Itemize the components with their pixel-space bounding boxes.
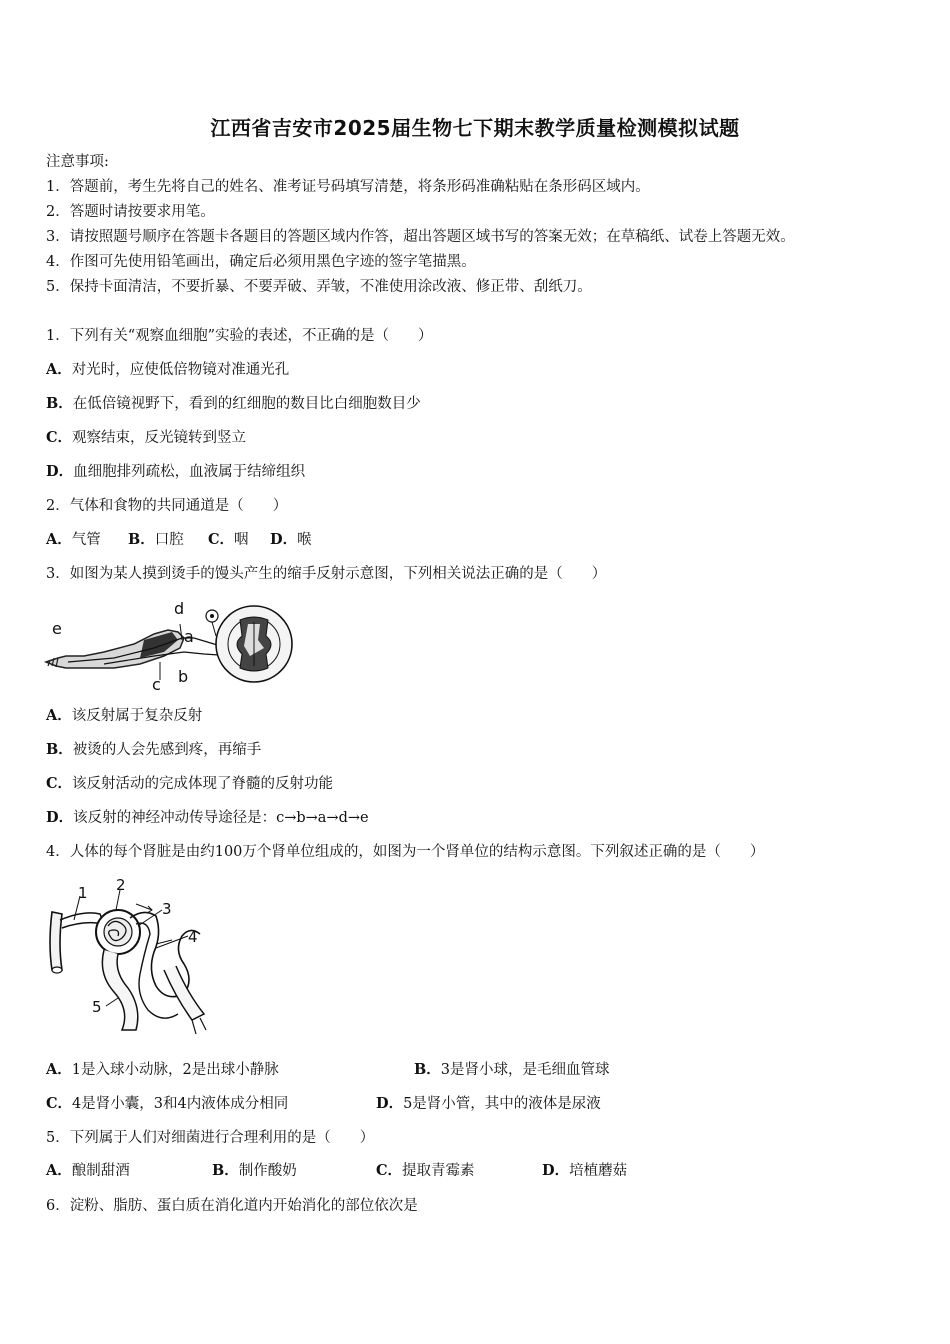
figure-label-d: d — [174, 599, 185, 618]
q5-option-b — [212, 1161, 297, 1181]
question-1-stem: 1．下列有关“观察血细胞”实验的表述，不正确的是（ ） — [46, 328, 433, 344]
page-title: 江西省吉安市2025届生物七下期末教学质量检测模拟试题 — [210, 116, 740, 140]
q5-option-c — [376, 1161, 475, 1181]
option-letter: B． — [46, 395, 73, 412]
option-letter: A． — [46, 531, 72, 548]
option-text: 血细胞排列疏松，血液属于结缔组织 — [73, 464, 306, 480]
option-letter: D． — [376, 1095, 404, 1112]
option-letter: A． — [46, 1061, 72, 1078]
option-text: 被烫的人会先感到疼，再缩手 — [72, 742, 262, 758]
option-text: 1是入球小动脉，2是出球小静脉 — [71, 1062, 279, 1078]
q1-option-c — [46, 428, 246, 448]
q5-option-d — [542, 1161, 627, 1181]
question-5-stem: 5．下列属于人们对细菌进行合理利用的是（ ） — [46, 1130, 375, 1146]
option-text: 提取青霉素 — [402, 1163, 475, 1179]
q1-option-a — [46, 360, 289, 380]
figure-label-b: b — [178, 667, 189, 686]
option-letter: B． — [46, 741, 73, 758]
option-text: 该反射属于复杂反射 — [71, 708, 203, 724]
option-text: 制作酸奶 — [238, 1163, 297, 1179]
q2-option-d — [270, 530, 312, 550]
option-letter: D． — [46, 463, 74, 480]
figure-label-2: 2 — [116, 876, 126, 894]
q2-option-a — [46, 530, 101, 550]
notice-item: 1．答题前，考生先将自己的姓名、准考证号码填写清楚，将条形码准确粘贴在条形码区域内。 — [46, 179, 650, 195]
option-text: 咽 — [234, 532, 249, 548]
q4-options-row-1 — [46, 1060, 906, 1080]
question-6-stem: 6．淀粉、脂肪、蛋白质在消化道内开始消化的部位依次是 — [46, 1198, 418, 1214]
notice-item: 4．作图可先使用铅笔画出，确定后必须用黑色字迹的签字笔描黑。 — [46, 254, 476, 270]
option-text: 该反射活动的完成体现了脊髓的反射功能 — [72, 776, 334, 792]
figure-label-e: e — [52, 619, 62, 638]
figure-label-4: 4 — [188, 928, 198, 946]
reflex-arc-figure — [44, 596, 296, 694]
nephron-figure — [44, 874, 214, 1040]
option-text: 该反射的神经冲动传导途径是：c→b→a→d→e — [73, 810, 369, 826]
q4-option-a — [46, 1060, 279, 1080]
option-letter: B． — [414, 1061, 441, 1078]
q2-option-c — [208, 530, 249, 550]
figure-label-a: a — [184, 627, 194, 646]
notice-item: 2．答题时请按要求用笔。 — [46, 204, 215, 220]
notice-item: 5．保持卡面清洁，不要折暴、不要弄破、弄皱，不准使用涂改液、修正带、刮纸刀。 — [46, 279, 592, 295]
option-letter: A． — [46, 1162, 72, 1179]
option-text: 培植蘑菇 — [569, 1163, 628, 1179]
option-text: 对光时，应使低倍物镜对准通光孔 — [71, 362, 290, 378]
q4-options-row-2 — [46, 1094, 906, 1114]
q1-option-d — [46, 462, 305, 482]
q5-option-a — [46, 1161, 130, 1181]
question-3-stem: 3．如图为某人摸到烫手的馒头产生的缩手反射示意图，下列相关说法正确的是（ ） — [46, 566, 607, 582]
option-text: 气管 — [71, 532, 101, 548]
option-text: 5是肾小管，其中的液体是尿液 — [403, 1096, 601, 1112]
option-text: 4是肾小囊，3和4内液体成分相同 — [72, 1096, 289, 1112]
option-text: 酿制甜酒 — [71, 1163, 130, 1179]
figure-label-3: 3 — [162, 900, 172, 918]
figure-label-1: 1 — [78, 884, 88, 902]
q2-options-row — [46, 530, 446, 550]
q3-option-c — [46, 774, 333, 794]
option-letter: A． — [46, 361, 72, 378]
option-text: 在低倍镜视野下，看到的红细胞的数目比白细胞数目少 — [72, 396, 421, 412]
option-text: 口腔 — [154, 532, 184, 548]
option-letter: D． — [46, 809, 74, 826]
option-letter: B． — [128, 531, 155, 548]
option-letter: C． — [46, 1095, 73, 1112]
q3-option-b — [46, 740, 261, 760]
option-letter: C． — [208, 531, 235, 548]
q3-option-d — [46, 808, 369, 828]
q3-option-a — [46, 706, 202, 726]
figure-label-c: c — [152, 675, 161, 694]
option-letter: D． — [270, 531, 298, 548]
option-letter: C． — [376, 1162, 403, 1179]
q4-option-c — [46, 1094, 288, 1114]
q5-options-row — [46, 1161, 906, 1181]
q2-option-b — [128, 530, 184, 550]
notice-heading: 注意事项: — [46, 154, 109, 170]
option-text: 喉 — [297, 532, 312, 548]
q4-option-d — [376, 1094, 601, 1114]
option-letter: C． — [46, 429, 73, 446]
option-letter: D． — [542, 1162, 570, 1179]
option-text: 观察结束，反光镜转到竖立 — [72, 430, 247, 446]
option-letter: A． — [46, 707, 72, 724]
q1-option-b — [46, 394, 421, 414]
option-letter: C． — [46, 775, 73, 792]
figure-label-5: 5 — [92, 998, 102, 1016]
option-letter: B． — [212, 1162, 239, 1179]
question-2-stem: 2．气体和食物的共同通道是（ ） — [46, 498, 288, 514]
question-4-stem: 4．人体的每个肾脏是由约100万个肾单位组成的，如图为一个肾单位的结构示意图。下列叙述正确的是（ ） — [46, 844, 765, 860]
notice-item: 3．请按照题号顺序在答题卡各题目的答题区域内作答，超出答题区域书写的答案无效；在草稿纸、试卷上答题无效。 — [46, 229, 795, 245]
q4-option-b — [414, 1060, 610, 1080]
option-text: 3是肾小球，是毛细血管球 — [440, 1062, 610, 1078]
